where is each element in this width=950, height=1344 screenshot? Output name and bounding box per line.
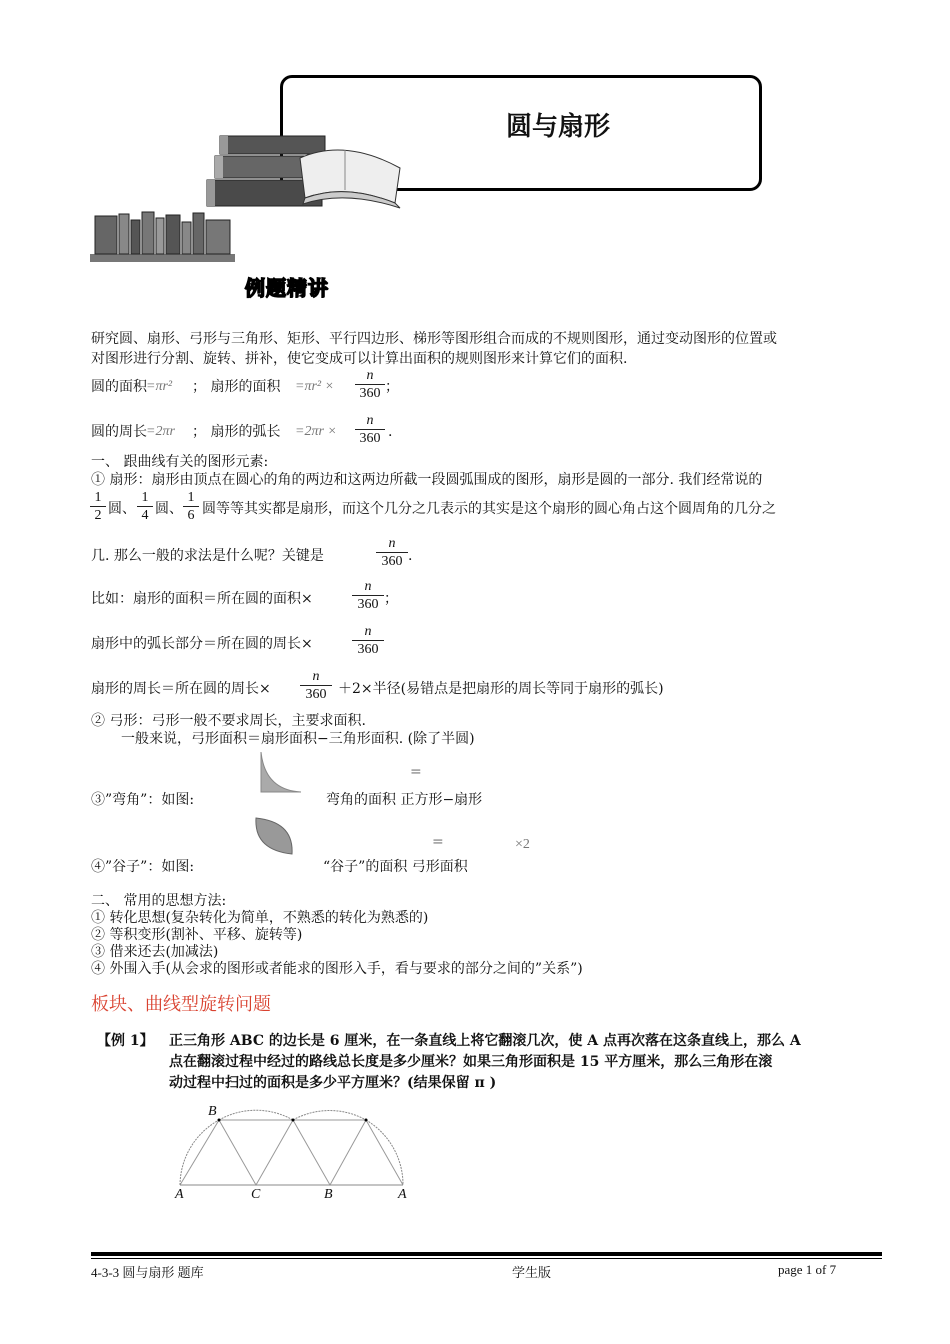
intro-line1: 研究圆、扇形、弓形与三角形、矩形、平行四边形、梯形等图形组合而成的不规则图形，通过变动图形的位置或: [91, 331, 777, 347]
fraction-n-360: $\frac{n}{360}$: [300, 669, 332, 704]
leaf-shape-formula: “谷子”的面积 弓形面积: [323, 859, 468, 875]
example-text-line1: 正三角形 ABC 的边长是 6 厘米，在一条直线上将它翻滚几次，使 A 点再次落在这条直线上，那么 A: [169, 1033, 801, 1049]
figure-label-b-top: B: [208, 1104, 217, 1119]
example-text-line3: 动过程中扫过的面积是多少平方厘米？(结果保留 π ): [169, 1075, 497, 1091]
curved-corner-label: ③”弯角”：如图:: [91, 792, 195, 808]
footer-rule-thin: [91, 1258, 882, 1259]
bookshelf-illustration: [90, 210, 235, 265]
figure-label-a1: A: [175, 1187, 184, 1202]
sector-description-line2: 圆等等其实都是扇形，而这个几分之几表示的其实是这个扇形的圆心角占这个圆周角的几分之: [202, 501, 776, 517]
equals-sign: =: [410, 764, 422, 780]
method-item: ② 等积变形(割补、平移、旋转等): [91, 927, 303, 943]
circle-perimeter-expr: =2πr: [146, 424, 175, 439]
circle-area-label: 圆的面积: [91, 379, 147, 395]
equals-sign: =: [432, 834, 444, 850]
intro-line2: 对图形进行分割、旋转、拼补，使它变成可以计算出面积的规则图形来计算它们的面积.: [91, 351, 628, 367]
fraction-n-360: $\frac{n}{360}$: [355, 413, 385, 448]
section1-heading: 一、 跟曲线有关的图形元素:: [91, 454, 269, 470]
figure-label-b2: B: [324, 1187, 333, 1202]
fraction-n-360: $\frac{n}{360}$: [352, 624, 384, 659]
method-item: ④ 外围入手(从会求的图形或者能求的图形入手，看与要求的部分之间的”关系”): [91, 961, 583, 977]
separator: 圆、: [108, 501, 136, 517]
footer-center: 学生版: [512, 1265, 552, 1280]
footer-left: 4-3-3 圆与扇形 题库: [91, 1265, 204, 1280]
leaf-shape-label: ④”谷子”：如图:: [91, 859, 195, 875]
sector-perimeter-rest: ＋2×半径(易错点是把扇形的周长等同于扇形的弧长): [338, 681, 664, 697]
times-two: ×2: [515, 837, 530, 852]
fraction-n-360: $\frac{n}{360}$: [355, 368, 385, 403]
method-item: ③ 借来还去(加减法): [91, 944, 219, 960]
semicolon: ；: [385, 379, 399, 395]
sector-description-line1: ① 扇形：扇形由顶点在圆心的角的两边和这两边所截一段圆弧围成的图形，扇形是圆的一部分. 我们经常说的: [91, 472, 763, 488]
fraction-n-360: $\frac{n}{360}$: [352, 579, 384, 614]
block-title: 板块、曲线型旋转问题: [91, 994, 271, 1015]
segment-line2: 一般来说，弓形面积＝扇形面积−三角形面积. (除了半圆): [121, 731, 475, 747]
example-label: 【例 1】: [97, 1033, 154, 1049]
leaf-shape-figure: [250, 812, 298, 858]
period: .: [388, 424, 393, 440]
sector-description-line3: 几. 那么一般的求法是什么呢？关键是: [91, 548, 324, 564]
segment-line1: ② 弓形：弓形一般不要求周长，主要求面积.: [91, 713, 366, 729]
sector-area-label: ； 扇形的面积: [192, 379, 281, 395]
figure-label-a2: A: [398, 1187, 407, 1202]
fraction-n-360: $\frac{n}{360}$: [376, 536, 408, 571]
example-text-line2: 点在翻滚过程中经过的路线总长度是多少厘米？如果三角形面积是 15 平方厘米，那么三角形在滚: [169, 1054, 773, 1070]
example-arc-part: 扇形中的弧长部分＝所在圆的周长×: [91, 636, 313, 652]
circle-perimeter-label: 圆的周长: [91, 424, 147, 440]
example-sector-area: 比如：扇形的面积＝所在圆的面积×: [91, 591, 313, 607]
section-banner: 例题精讲: [245, 276, 329, 300]
method-item: ① 转化思想(复杂转化为简单，不熟悉的转化为熟悉的): [91, 910, 429, 926]
page-title: 圆与扇形: [506, 112, 611, 142]
separator: 圆、: [155, 501, 183, 517]
books-illustration: [205, 128, 410, 210]
arc-length-label: ； 扇形的弧长: [192, 424, 281, 440]
sector-area-expr: =πr² ×: [295, 379, 335, 394]
example-sector-perimeter: 扇形的周长＝所在圆的周长×: [91, 681, 271, 697]
circle-area-expr: =πr²: [146, 379, 173, 394]
curved-corner-figure: [259, 750, 304, 795]
period: .: [408, 548, 413, 564]
fraction-one-quarter: $\frac{1}{4}$: [137, 490, 153, 525]
fraction-one-sixth: $\frac{1}{6}$: [183, 490, 199, 525]
figure-label-c: C: [251, 1187, 261, 1202]
section2-heading: 二、 常用的思想方法:: [91, 893, 227, 909]
footer-page-number: page 1 of 7: [778, 1262, 837, 1277]
fraction-one-half: $\frac{1}{2}$: [90, 490, 106, 525]
arc-length-expr: =2πr ×: [295, 424, 337, 439]
semicolon: ；: [384, 591, 398, 607]
footer-rule-thick: [91, 1252, 882, 1256]
curved-corner-formula: 弯角的面积 正方形−扇形: [326, 792, 483, 808]
